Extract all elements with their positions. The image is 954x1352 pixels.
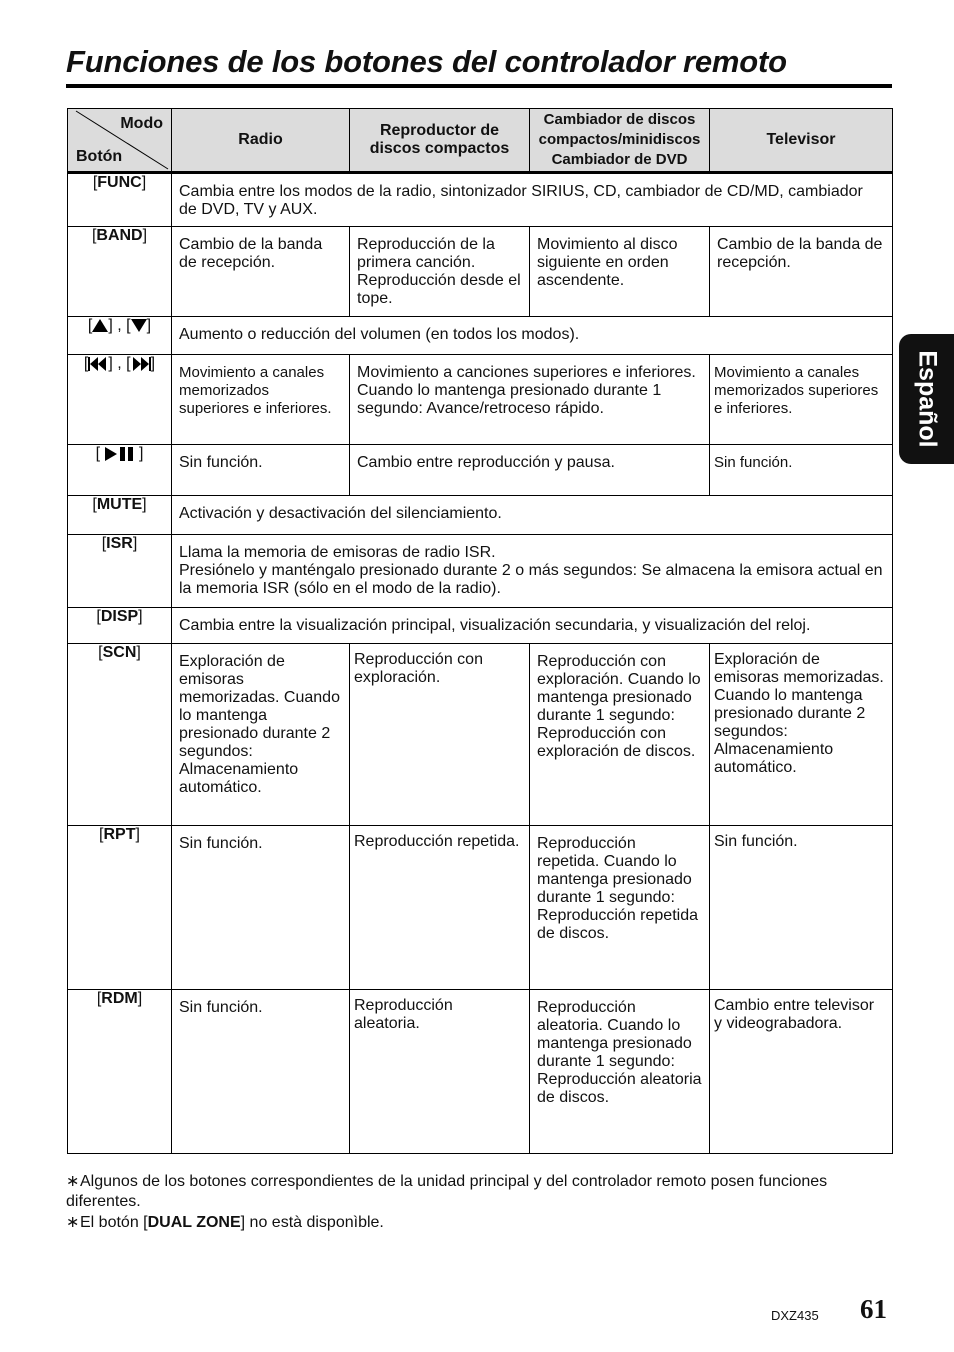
- button-volume: [ ] , [ ]: [68, 317, 172, 355]
- footnote-2: ∗El botón [DUAL ZONE] no està disponìble.: [66, 1214, 384, 1231]
- play-pause-icon: [105, 446, 135, 462]
- footnote-1: [66, 1172, 886, 1212]
- isr-line2: Presiónelo y manténgalo presionado durante 2 o más segundos: Se almacena la emisora actual en la memoria ISR (sólo en el modo de la radio).: [179, 562, 883, 597]
- model-number: DXZ435: [771, 1308, 819, 1323]
- row-func: [68, 173, 893, 227]
- volume-down-icon: [131, 319, 147, 332]
- play-radio: Sin función.: [172, 445, 350, 496]
- row-volume: [68, 317, 893, 355]
- footnote-1-text: Algunos de los botones correspondientes de la unidad principal y del controlador remoto posen funciones diferentes.: [66, 1173, 828, 1210]
- language-tab: [899, 334, 954, 464]
- volume-up-icon: [92, 319, 108, 332]
- rdm-radio: Sin función.: [172, 990, 350, 1154]
- skip-radio: Movimiento a canales memorizados superiores e inferiores.: [172, 355, 350, 445]
- header-tv: Televisor: [710, 109, 893, 173]
- rpt-cd: Reproducción repetida.: [350, 826, 530, 990]
- button-func: [FUNC]: [68, 173, 172, 227]
- skip-forward-icon: [131, 356, 151, 372]
- header-radio: Radio: [172, 109, 350, 173]
- row-mute: [68, 496, 893, 535]
- row-band: [68, 227, 893, 317]
- row-rpt: [68, 826, 893, 990]
- rdm-changer: Reproducción aleatoria. Cuando lo mantenga presionado durante 1 segundo: Reproducción aleatoria de discos.: [530, 990, 710, 1154]
- row-scn: [68, 644, 893, 826]
- skip-back-icon: [88, 356, 108, 372]
- band-cd: Reproducción de la primera canción. Reproducción desde el tope.: [350, 227, 530, 317]
- corner-header: [68, 109, 172, 173]
- row-disp: [68, 608, 893, 644]
- row-isr: [68, 535, 893, 608]
- button-mute: [MUTE]: [68, 496, 172, 535]
- button-skip: [ ] , [ ]: [68, 355, 172, 445]
- mode-label: Modo: [120, 115, 163, 132]
- volume-description: Aumento o reducción del volumen (en todos los modos).: [172, 317, 893, 355]
- button-play-pause: [ ]: [68, 445, 172, 496]
- scn-changer: Reproducción con exploración. Cuando lo mantenga presionado durante 1 segundo: Reproducción con exploración de discos.: [530, 644, 710, 826]
- button-label: Botón: [76, 148, 123, 165]
- header-cd: [350, 109, 530, 173]
- button-disp: [DISP]: [68, 608, 172, 644]
- footnote-asterisk: ∗: [66, 1173, 80, 1190]
- play-cd-changer: Cambio entre reproducción y pausa.: [350, 445, 710, 496]
- footnote-asterisk: ∗: [66, 1214, 80, 1231]
- rdm-tv: Cambio entre televisor y videograbadora.: [710, 990, 893, 1154]
- scn-cd: Reproducción con exploración.: [350, 644, 530, 826]
- isr-line1: Llama la memoria de emisoras de radio ISR.: [179, 544, 496, 561]
- rpt-changer: Reproducción repetida. Cuando lo mantenga presionado durante 1 segundo: Reproducción repetida de discos.: [530, 826, 710, 990]
- header-changer-line2: compactos/minidiscos: [538, 131, 701, 148]
- isr-description: [172, 535, 893, 608]
- rpt-tv: Sin función.: [710, 826, 893, 990]
- header-cd-text: Reproductor de discos compactos: [369, 122, 510, 157]
- table-header-row: [68, 109, 893, 173]
- band-radio: Cambio de la banda de recepción.: [172, 227, 350, 317]
- row-play-pause: [68, 445, 893, 496]
- dual-zone-label: DUAL ZONE: [147, 1214, 241, 1231]
- row-skip: [68, 355, 893, 445]
- rpt-radio: Sin función.: [172, 826, 350, 990]
- button-isr: [ISR]: [68, 535, 172, 608]
- button-rpt: [RPT]: [68, 826, 172, 990]
- band-tv: Cambio de la banda de recepción.: [710, 227, 893, 317]
- page-number: 61: [860, 1294, 887, 1324]
- row-rdm: [68, 990, 893, 1154]
- mute-description: Activación y desactivación del silenciamiento.: [172, 496, 893, 535]
- button-scn: [SCN]: [68, 644, 172, 826]
- header-changer: [530, 109, 710, 173]
- button-band: [BAND]: [68, 227, 172, 317]
- header-changer-line1: Cambiador de discos: [543, 111, 696, 128]
- page-title: Funciones de los botones del controlador remoto: [66, 44, 787, 79]
- function-table: [67, 108, 893, 1154]
- title-rule: [66, 84, 892, 88]
- scn-radio: Exploración de emisoras memorizadas. Cuando lo mantenga presionado durante 2 segundos: Almacenamiento automático.: [172, 644, 350, 826]
- func-description: Cambia entre los modos de la radio, sintonizador SIRIUS, CD, cambiador de CD/MD, cambiador de DVD, TV y AUX.: [172, 173, 893, 227]
- language-tab-label: Español: [913, 350, 941, 448]
- skip-cd-changer: Movimiento a canciones superiores e inferiores. Cuando lo mantenga presionado durante 1 segundo: Avance/retroceso rápido.: [350, 355, 710, 445]
- play-tv: Sin función.: [710, 445, 893, 496]
- rdm-cd: Reproducción aleatoria.: [350, 990, 530, 1154]
- skip-tv: Movimiento a canales memorizados superiores e inferiores.: [710, 355, 893, 445]
- header-changer-line3: Cambiador de DVD: [551, 151, 688, 168]
- disp-description: Cambia entre la visualización principal, visualización secundaria, y visualización del reloj.: [172, 608, 893, 644]
- button-rdm: [RDM]: [68, 990, 172, 1154]
- scn-tv: Exploración de emisoras memorizadas. Cuando lo mantenga presionado durante 2 segundos: Almacenamiento automático.: [710, 644, 893, 826]
- band-changer: Movimiento al disco siguiente en orden ascendente.: [530, 227, 710, 317]
